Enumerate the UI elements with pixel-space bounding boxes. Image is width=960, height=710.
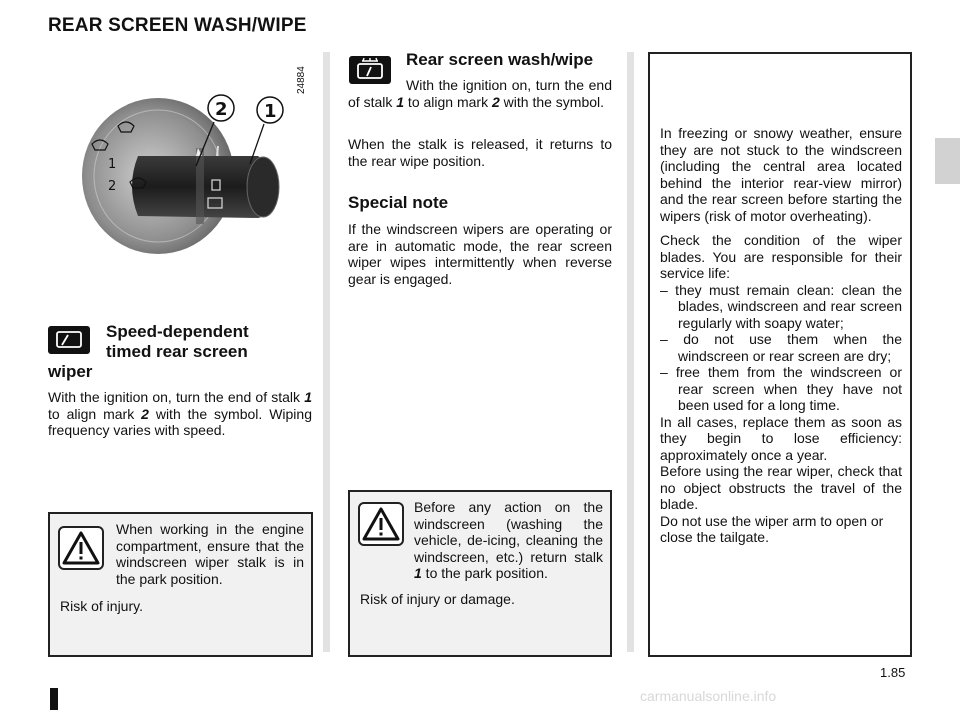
section-tab: [935, 138, 960, 184]
replace-blades-text: In all cases, replace them as soon as they begin to lose efficiency: approximately once a year.: [660, 413, 902, 463]
callout-2-label: 2: [215, 99, 228, 120]
list-item: – they must remain clean: clean the blades, windscreen and rear screen regularly with soapy water;: [660, 281, 902, 331]
special-note-heading: Special note: [348, 193, 449, 212]
tailgate-warning-text: Do not use the wiper arm to open or close the tailgate.: [660, 512, 884, 545]
warning-triangle-icon: [58, 526, 104, 570]
wiper-stalk-illustration: [78, 86, 288, 256]
image-reference: 24884: [296, 66, 307, 94]
footer-marker: [50, 688, 58, 710]
list-item: – free them from the windscreen or rear screen when they have not been used for a long time.: [660, 364, 902, 413]
rear-wash-wipe-heading: Rear screen wash/wipe: [406, 50, 594, 69]
stalk-release-text: When the stalk is released, it returns to the rear wipe position.: [348, 136, 612, 169]
windscreen-warning-text: Before any action on the windscreen (washing the vehicle, de-icing, cleaning the windscreen, etc.) return stalk 1 to the park position.: [414, 499, 603, 581]
rear-wiper-check-text: Before using the rear wiper, check that no object obstructs the travel of the blade.: [660, 463, 902, 512]
column-separator: [627, 52, 634, 652]
stalk-label: 1: [108, 157, 117, 172]
engine-warning-box: [48, 512, 313, 657]
speed-dependent-heading-line2: timed rear screen: [106, 342, 248, 361]
callout-1-label: 1: [264, 101, 277, 122]
list-item: – do not use them when the windscreen or rear screen are dry;: [660, 331, 902, 364]
watermark: carmanualsonline.info: [640, 688, 777, 704]
warning-triangle-icon: [358, 502, 404, 546]
rear-wiper-timed-symbol-icon: [48, 326, 90, 354]
engine-warning-risk: Risk of injury.: [60, 598, 143, 614]
page-title: REAR SCREEN WASH/WIPE: [48, 15, 307, 36]
speed-dependent-text: With the ignition on, turn the end of stalk 1 to align mark 2 with the symbol. Wiping frequency varies with speed.: [48, 389, 312, 438]
freezing-weather-text: In freezing or snowy weather, ensure they are not stuck to the windscreen (including the central area located behind the interior rear-view mirror) and the rear screen before starting the wipers (risk of motor overheating).: [660, 125, 902, 224]
special-note-text: If the windscreen wipers are operating or are in automatic mode, the rear screen wiper wipes intermittently when reverse gear is engaged.: [348, 221, 612, 287]
page-number: 1.85: [880, 665, 906, 680]
windscreen-warning-box: [348, 490, 612, 657]
stalk-label: 2: [108, 179, 117, 194]
wiper-care-info-box: [648, 52, 912, 657]
engine-warning-text: When working in the engine compartment, ensure that the windscreen wiper stalk is in the park position.: [116, 521, 304, 587]
wiper-care-content: [660, 125, 902, 546]
column-separator: [323, 52, 330, 652]
speed-dependent-heading-line1: Speed-dependent: [106, 322, 249, 341]
blade-condition-intro: Check the condition of the wiper blades. You are responsible for their service life:: [660, 232, 902, 281]
windscreen-warning-risk: Risk of injury or damage.: [360, 591, 515, 607]
rear-wash-wipe-text: With the ignition on, turn the end of stalk 1 to align mark 2 with the symbol.: [348, 77, 612, 110]
speed-dependent-heading-line3: wiper: [48, 362, 93, 381]
